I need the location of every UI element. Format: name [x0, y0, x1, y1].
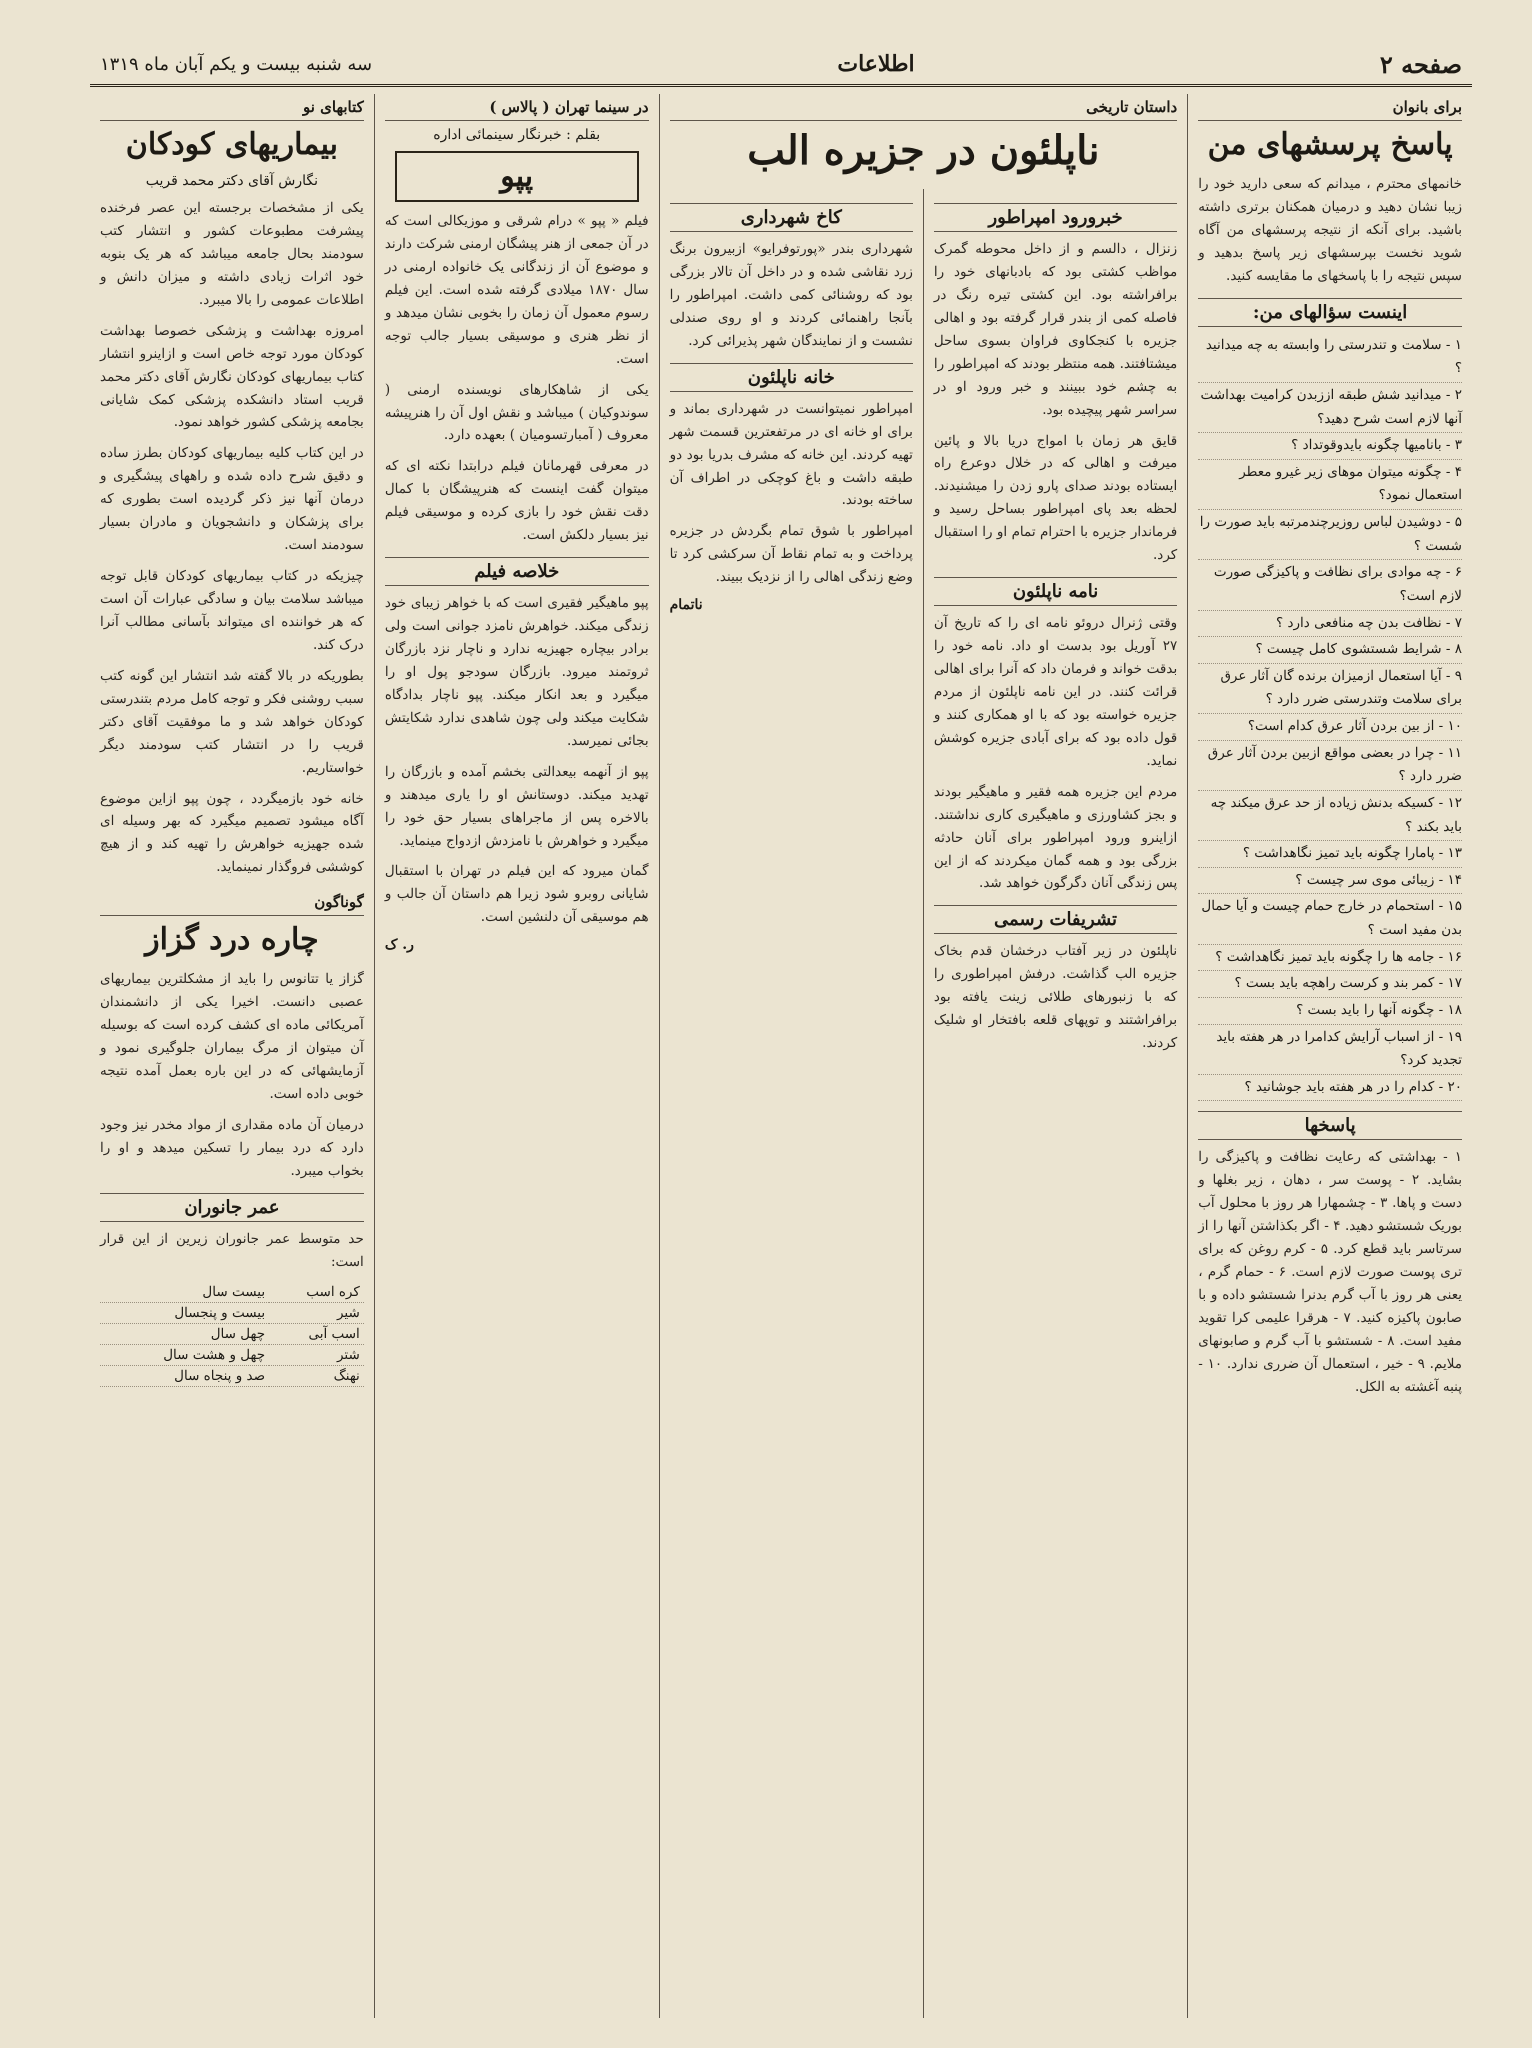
question-item: ۱۱ - چرا در بعضی مواقع ازبین بردن آثار عرق ضرر دارد ؟ [1198, 741, 1462, 791]
story-paragraph: وقتی ژنرال دروئو نامه ای را که تاریخ آن ۲۷ آوریل بود بدست او داد. نامه خود را بدقت خواند و فرمان داد که آنرا برای اهالی قرائت کنند. در این نامه ناپلئون از مردم جزیره خواسته بود که با او همکاری کنند و قول داده بود که برای آبادی جزیره کوشش نماید. [933, 615, 1178, 769]
table-row [100, 1302, 364, 1323]
question-item: ۱۰ - از بین بردن آثار عرق کدام است؟ [1198, 714, 1462, 741]
story-subhead: تشریفات رسمی [934, 905, 1177, 934]
answers-text: ۱ - بهداشتی که رعایت نظافت و پاکیزگی را بشاید. ۲ - پوست سر ، دهان ، زیر بغلها و دست و پاها. ۳ - چشمهارا هر روز با محلول آب بوریک شستشو دهید. ۴ - اگر بکذاشتن آنها را از سرتاسر باید قطع کرد. ۵ - کرم روغن که برای تری پوست صورت لازم است. ۶ - حمام گرم ، یعنی هر روز با آب گرم بدنرا شستشو داده و با صابون پاکیزه کنید. ۷ - هرقرا علیمی کرا تقوید مفید است. ۸ - شستشو با آب گرم و صابونهای ملایم. ۹ - خیر ، استعمال آن ضرری ندارد. ۱۰ - پنبه آغشته به الکل. [1198, 1149, 1463, 1395]
story-subhead: خانه ناپلئون [670, 363, 913, 392]
question-item: ۱۴ - زیبائی موی سر چیست ؟ [1198, 868, 1462, 895]
question-item: ۱۹ - از اسباب آرایش کدامرا در هر هفته باید تجدید کرد؟ [1198, 1025, 1462, 1075]
section-kicker: داستان تاریخی [670, 98, 1178, 121]
misc-paragraph: درمیان آن ماده مقداری از مواد مخدر نیز وجود دارد که درد بیمار را تسکین میدهد و او را بخواب میبرد. [100, 1116, 364, 1179]
question-item: ۹ - آیا استعمال ازمیزان برنده گان آثار عرق برای سلامت وتندرستی ضرر دارد ؟ [1198, 664, 1462, 714]
question-item: ۱۷ - کمر بند و کرست راهچه باید بست ؟ [1198, 971, 1462, 998]
animal-age: بیست سال [100, 1282, 269, 1303]
column-cinema [374, 94, 659, 2018]
question-item: ۵ - دوشیدن لباس روزیرچندمرتبه باید صورت را شست ؟ [1198, 510, 1462, 560]
review-paragraph: یکی از شاهکارهای نویسنده ارمنی ( سوندوکیان ) میباشد و نقش اول آن را هنرپیشه معروف ( آمبارتسومیان ) بعهده دارد. [384, 381, 649, 444]
animal-age: بیست و پنجسال [100, 1302, 269, 1323]
book-paragraph: یکی از مشخصات برجسته این عصر فرخنده پیشرفت مطبوعات کشور و انتشار کتب سودمند بحال جامعه میباشد که هر یک بنوبه خود اثرات زیادی داشته و میزان دانش و اطلاعات عمومی را بالا میبرد. [100, 200, 364, 308]
question-item: ۲ - میدانید شش طبقه اززبدن کرامیت بهداشت آنها لازم است شرح دهید؟ [1198, 383, 1462, 433]
question-item: ۱۳ - پامارا چگونه باید تمیز نگاهداشت ؟ [1198, 841, 1462, 868]
book-author: نگارش آقای دکتر محمد قریب [145, 173, 319, 189]
questions-title: اینست سؤالهای من: [1198, 298, 1462, 327]
article-intro: خانمهای محترم ، میدانم که سعی دارید خود را زیبا نشان دهید و درمیان همکنان برتری داشته باشید. برای آنکه از نتیجه پرسشهای من آگاه شوید نخست بپرسشهای زیر پاسخ بدهید و سپس نتیجه را با پاسخهای ما مقایسه کنید. [1198, 176, 1462, 284]
question-item: ۱۲ - کسیکه بدنش زیاده از حد عرق میکند چه باید بکند ؟ [1198, 791, 1462, 841]
animal-name: شتر [269, 1344, 364, 1365]
animal-age: چهل سال [100, 1323, 269, 1344]
question-item: ۱۸ - چگونه آنها را باید بست ؟ [1198, 998, 1462, 1025]
review-paragraph: گمان میرود که این فیلم در تهران با استقبال شایانی روبرو شود زیرا هم داستان آن جالب و هم موسیقی آن دلنشین است. [384, 863, 649, 926]
question-item: ۸ - شرایط شستشوی کامل چیست ؟ [1198, 637, 1462, 664]
column-books [90, 94, 374, 2018]
question-item: ۶ - چه موادی برای نظافت و پاکیزگی صورت لازم است؟ [1198, 560, 1462, 610]
story-paragraph: امپراطور نمیتوانست در شهرداری بماند و برای او خانه ای در مرتفعترین قسمت شهر تهیه کردند. این خانه که مشرف بدریا بود دو طبقه داشت و باغ کوچکی در اطراف آن ساخته بودند. [669, 400, 913, 509]
animal-name: شیر [269, 1302, 364, 1323]
misc-headline: چاره درد گزاز [145, 922, 319, 958]
story-headline: ناپلئون در جزیره الب [747, 127, 1100, 174]
animal-name: کره اسب [269, 1282, 364, 1303]
article-headline: پاسخ پرسشهای من [1207, 127, 1453, 162]
answers-title: پاسخها [1198, 1111, 1462, 1140]
question-item: ۷ - نظافت بدن چه منافعی دارد ؟ [1198, 611, 1462, 638]
story-paragraph: زنزال ، دالسم و از داخل محوطه گمرک مواظب کشتی بود که بادبانهای خود را برافراشته بود. این کشتی تیره رنگ در فاصله کمی از بندر قرار گرفته بود و اهالی جزیره با کنجکاوی فراوان بسوی ساحل میشتافتند. همه منتظر بودند که امپراطور را به چشم خود ببینند و خبر ورود او در سراسر شهر پیچیده بود. [933, 241, 1178, 418]
section-kicker: کتابهای نو [100, 98, 364, 121]
story-paragraph: امپراطور با شوق تمام بگردش در جزیره پرداخت و به تمام نقاط آن سرکشی کرد تا وضع زندگی اهالی را از نزدیک ببیند. [669, 523, 913, 586]
book-paragraph: امروزه بهداشت و پزشکی خصوصا بهداشت کودکان مورد توجه خاص است و ازاینرو انتشار کتاب بیماریهای کودکان نگارش آقای دکتر محمد قریب استاد دانشکده پزشکی کمک شایانی بجامعه پزشکی کشور خواهد نمود. [100, 322, 364, 431]
table-row [100, 1323, 364, 1344]
table-row [100, 1344, 364, 1365]
animal-age: چهل و هشت سال [100, 1344, 269, 1365]
story-paragraph: شهرداری بندر «پورتوفرایو» ازبیرون برنگ زرد نقاشی شده و در داخل آن تالار بزرگی بود که روشنائی کمی داشت. امپراطور را بآنجا راهنمائی کردند و او روی صندلی نشست و از نمایندگان شهر پذیرائی کرد. [669, 241, 913, 349]
book-paragraph: در این کتاب کلیه بیماریهای کودکان بطرز ساده و دقیق شرح داده شده و راههای پیشگیری و درمان آنها نیز ذکر گردیده است بطوری که برای پزشکان و دانشجویان و مادران بسیار سودمند است. [100, 445, 364, 554]
column-ladies [1187, 94, 1472, 2018]
animal-name: نهنگ [269, 1365, 364, 1386]
section-kicker: گوناگون [100, 893, 364, 916]
review-paragraph: فیلم « پپو » درام شرقی و موزیکالی است که در آن جمعی از هنر پیشگان ارمنی شرکت دارند و موضوع آن از زندگانی یک خانواده ارمنی در سال ۱۸۷۰ میلادی گرفته شده است. این فیلم رسوم معمول آن زمان را بخوبی نشان میدهد و از نظر هنری و موسیقی بسیار جالب توجه است. [384, 213, 649, 367]
film-title: پپو [395, 151, 639, 202]
review-paragraph: پپو از آنهمه بیعدالتی بخشم آمده و بازرگان را تهدید میکند. دوستانش او را یاری میدهند و بالاخره پس از ماجراهای بسیار حق خود را میگیرد و خواهرش با نامزدش ازدواج مینماید. [384, 763, 649, 849]
questions-list [1198, 333, 1462, 1102]
animal-ages-title: عمر جانوران [100, 1193, 364, 1222]
review-author: ر. ک [384, 937, 414, 954]
masthead [90, 44, 1472, 87]
table-row [100, 1282, 364, 1303]
film-summary-title: خلاصه فیلم [385, 557, 649, 586]
story-paragraph: قایق هر زمان با امواج دریا بالا و پائین میرفت و اهالی که در خلال دوعرع راه ایستاده بودند صدای پارو زدن را میشنیدند. لحظه بعد پای امپراطور بساحل رسید و فرماندار جزیره با احترام تمام او را استقبال کرد. [933, 432, 1178, 564]
animal-ages-intro: حد متوسط عمر جانوران زیرین از این قرار است: [100, 1230, 364, 1270]
columns [90, 94, 1472, 2018]
question-item: ۱۵ - استحمام در خارج حمام چیست و آیا حمال بدن مفید است ؟ [1198, 894, 1462, 944]
page-number: صفحه ۲ [1379, 49, 1462, 79]
newspaper-name: اطلاعات [837, 51, 915, 77]
story-subhead: نامه ناپلئون [934, 577, 1177, 606]
question-item: ۲۰ - کدام را در هر هفته باید جوشانید ؟ [1198, 1075, 1462, 1102]
animal-name: اسب آبی [269, 1323, 364, 1344]
byline: بقلم : خبرنگار سینمائی اداره [433, 127, 601, 143]
book-paragraph: بطوریکه در بالا گفته شد انتشار این گونه کتب سبب روشنی فکر و توجه کامل مردم بتندرستی کودکان خواهد شد و ما موفقیت آقای دکتر قریب را در انتشار کتب سودمند دیگر خواستاریم. [100, 667, 364, 776]
question-item: ۳ - بانامیها چگونه بایدوقوتداد ؟ [1198, 433, 1462, 460]
napoleon-col-a [923, 189, 1187, 2018]
issue-date: سه شنبه بیست و یکم آبان ماه ۱۳۱۹ [100, 53, 373, 75]
book-headline: بیماریهای کودکان [125, 127, 339, 162]
story-paragraph: مردم این جزیره همه فقیر و ماهیگیر بودند و بجز کشاورزی و ماهیگیری کاری نداشتند. ازاینرو ورود امپراطور برای آنان حادثه بزرگی بود و همه گمان میکردند که از این پس زندگی آنان دگرگون خواهد شد. [933, 783, 1178, 892]
book-paragraph: چیزیکه در کتاب بیماریهای کودکان قابل توجه میباشد سلامت بیان و سادگی عبارات آن است که هر خواننده ای میتواند بآسانی مطالب آنرا درک کند. [100, 568, 364, 653]
question-item: ۱ - سلامت و تندرستی را وابسته به چه میدانید ؟ [1198, 333, 1462, 383]
misc-paragraph: گزاز یا تتانوس را باید از مشکلترین بیماریهای عصبی دانست. اخیرا یکی از دانشمندان آمریکائی ماده ای کشف کرده است که بوسیله آن میتوان از مرگ بیماران جلوگیری نمود و آزمایشهائی که در این باره بعمل آمده نتیجه خوبی داده است. [100, 971, 364, 1102]
story-subhead: خبرورود امپراطور [934, 203, 1177, 232]
story-subhead: کاخ شهرداری [670, 203, 913, 232]
section-kicker: برای بانوان [1198, 98, 1462, 121]
story-continued: ناتمام [669, 597, 703, 614]
story-paragraph: ناپلئون در زیر آفتاب درخشان قدم بخاک جزیره الب گذاشت. درفش امپراطوری را که با زنبورهای طلائی زینت یافته بود برافراشتند و توپهای قلعه بافتخار او شلیک کردند. [933, 943, 1178, 1052]
review-paragraph: پپو ماهیگیر فقیری است که با خواهر زیبای خود زندگی میکند. خواهرش نامزد جوانی است ولی برادر بیچاره جهیزیه ندارد و ناچار نزد بازرگان ثروتمند میرود. بازرگان سودجو پول او را میگیرد و بعد انکار میکند. پپو ناچار بدادگاه شکایت میکند ولی چون شاهدی ندارد شکایتش بجائی نمیرسد. [384, 595, 649, 749]
question-item: ۴ - چگونه میتوان موهای زیر غیرو معطر استعمال نمود؟ [1198, 460, 1462, 510]
table-row [100, 1365, 364, 1386]
napoleon-col-b [660, 189, 923, 2018]
question-item: ۱۶ - جامه ها را چگونه باید تمیز نگاهداشت ؟ [1198, 945, 1462, 972]
column-napoleon [659, 94, 1188, 2018]
section-kicker: در سینما تهران ( پالاس ) [385, 98, 649, 121]
animal-ages-table [100, 1282, 364, 1387]
story-continuation: خانه خود بازمیگردد ، چون پپو ازاین موضوع آگاه میشود تصمیم میگیرد که بهر وسیله ای شده جهیزیه خواهرش را تهیه کند و از هیچ کوششی فروگذار نمینماید. [100, 790, 364, 876]
animal-age: صد و پنجاه سال [100, 1365, 269, 1386]
review-paragraph: در معرفی قهرمانان فیلم درابتدا نکته ای که میتوان گفت اینست که هنرپیشگان با کمال دقت نقش خود را بازی کرده و موسیقی فیلم نیز بسیار دلکش است. [384, 458, 649, 544]
